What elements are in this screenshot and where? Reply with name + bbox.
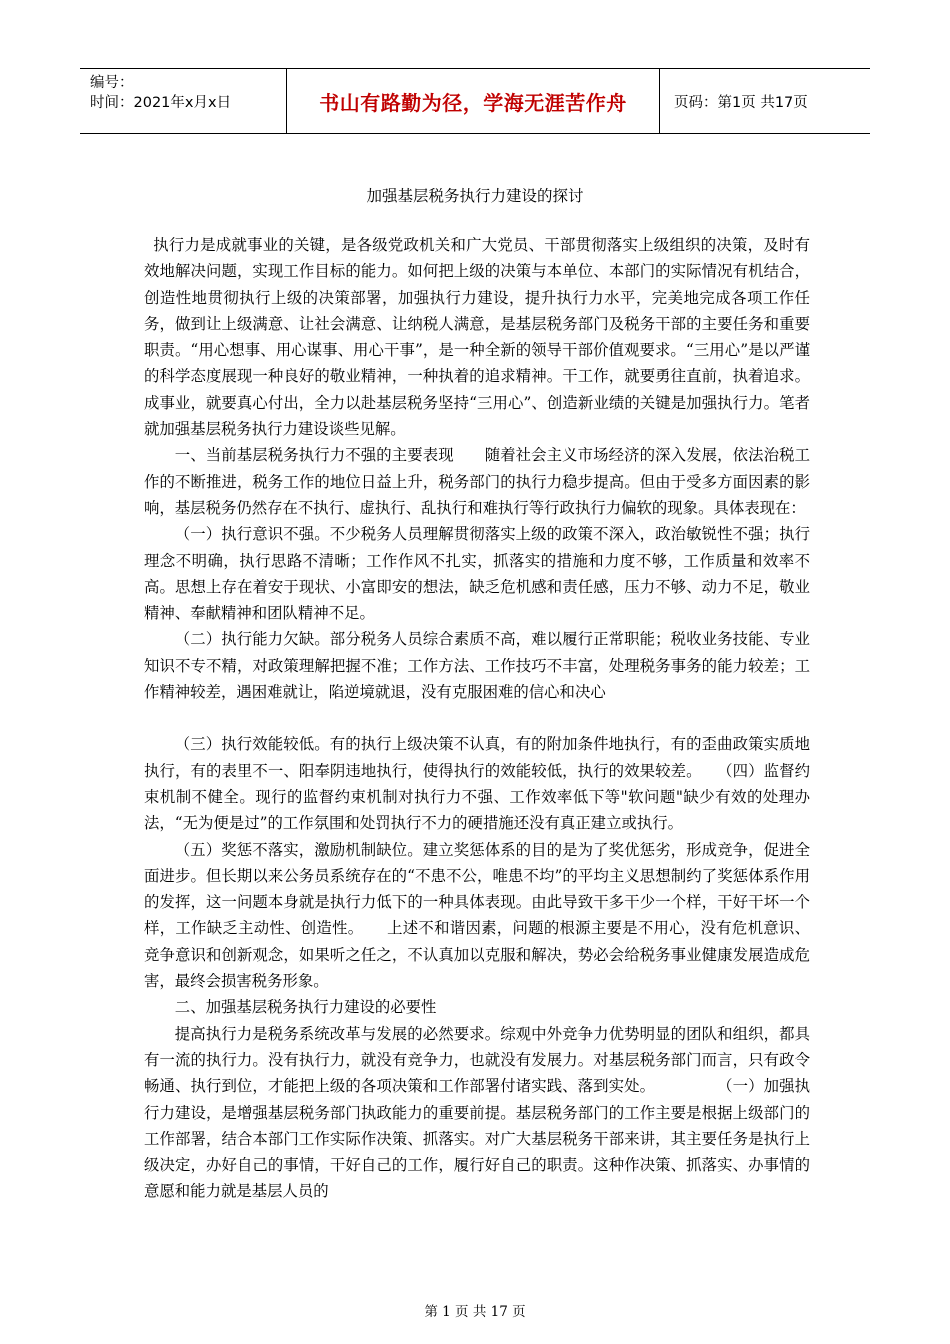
paragraph-section-2-heading: 二、加强基层税务执行力建设的必要性 xyxy=(174,998,437,1017)
document-body xyxy=(144,232,810,1205)
document-title: 加强基层税务执行力建设的探讨 xyxy=(366,187,584,205)
document-number-label: 编号： xyxy=(90,75,134,91)
page-footer: 第 1 页 共 17 页 xyxy=(424,1304,526,1320)
paragraph-section-1: 一、当前基层税务执行力不强的主要表现 随着社会主义市场经济的深入发展，依法治税工作的不断推进，税务工作的地位日益上升，税务部门的执行力稳步提高。但由于受多方面因素的影响，基层税务仍然存在不执行、虚执行、乱执行和难执行等行政执行力偏软的现象。具体表现在： xyxy=(144,446,810,517)
document-date-label: 时间：2021年x月x日 xyxy=(90,95,232,111)
paragraph-intro: 执行力是成就事业的关键，是各级党政机关和广大党员、干部贯彻落实上级组织的决策，及时有效地解决问题，实现工作目标的能力。如何把上级的决策与本单位、本部门的实际情况有机结合，创造性地贯彻执行上级的决策部署，加强执行力建设，提升执行力水平，完美地完成各项工作任务，做到让上级满意、让社会满意、让纳税人满意，是基层税务部门及税务干部的主要任务和重要职责。“用心想事、用心谋事、用心干事”，是一种全新的领导干部价值观要求。“三用心”是以严谨的科学态度展现一种良好的敬业精神，一种执着的追求精神。干工作，就要勇往直前，执着追求。成事业，就要真心付出，全力以赴基层税务坚持“三用心”、创造新业绩的关键是加强执行力。笔者就加强基层税务执行力建设谈些见解。 xyxy=(144,236,810,439)
paragraph-item-3-4: （三）执行效能较低。有的执行上级决策不认真，有的附加条件地执行，有的歪曲政策实质地执行，有的表里不一、阳奉阴违地执行，使得执行的效能较低，执行的效果较差。 （四）监督约束机制不健全。现行的监督约束机制对执行力不强、工作效率低下等"软问题"缺少有效的处理办法，“无为便是过”的工作氛围和处罚执行不力的硬措施还没有真正建立或执行。 xyxy=(144,735,810,833)
paragraph-item-2: （二）执行能力欠缺。部分税务人员综合素质不高，难以履行正常职能；税收业务技能、专业知识不专不精，对政策理解把握不准；工作方法、工作技巧不丰富，处理税务事务的能力较差；工作精神较差，遇困难就让，陷逆境就退，没有克服困难的信心和决心 xyxy=(144,630,810,702)
header-meta xyxy=(80,69,287,133)
paragraph-section-2: 提高执行力是税务系统改革与发展的必然要求。综观中外竞争力优势明显的团队和组织，都具有一流的执行力。没有执行力，就没有竞争力，也就没有发展力。对基层税务部门而言，只有政令畅通、执行到位，才能把上级的各项决策和工作部署付诸实践、落到实处。 （一）加强执行力建设，是增强基层税务部门执政能力的重要前提。基层税务部门的工作主要是根据上级部门的工作部署，结合本部门工作实际作决策、抓落实。对广大基层税务干部来讲，其主要任务是执行上级决定，办好自己的事情，干好自己的工作，履行好自己的职责。这种作决策、抓落实、办事情的意愿和能力就是基层人员的 xyxy=(144,1024,810,1201)
paragraph-item-1: （一）执行意识不强。不少税务人员理解贯彻落实上级的政策不深入，政治敏锐性不强；执行理念不明确，执行思路不清晰；工作作风不扎实，抓落实的措施和力度不够，工作质量和效率不高。思想上存在着安于现状、小富即安的想法，缺乏危机感和责任感，压力不够、动力不足，敬业精神、奉献精神和团队精神不足。 xyxy=(144,525,810,623)
page-header xyxy=(80,68,870,134)
header-motto: 书山有路勤为径，学海无涯苦作舟 xyxy=(287,69,660,133)
paragraph-item-5: （五）奖惩不落实，激励机制缺位。建立奖惩体系的目的是为了奖优惩劣，形成竞争，促进全面进步。但长期以来公务员系统存在的“不患不公，唯患不均”的平均主义思想制约了奖惩体系作用的发挥，这一问题本身就是执行力低下的一种具体表现。由此导致干多干少一个样，干好干坏一个样，工作缺乏主动性、创造性。 上述不和谐因素，问题的根源主要是不用心，没有危机意识、竞争意识和创新观念，如果听之任之，不认真加以克服和解决，势必会给税务事业健康发展造成危害，最终会损害税务形象。 xyxy=(144,840,810,991)
header-page-info: 页码：第1页 共17页 xyxy=(674,94,808,111)
